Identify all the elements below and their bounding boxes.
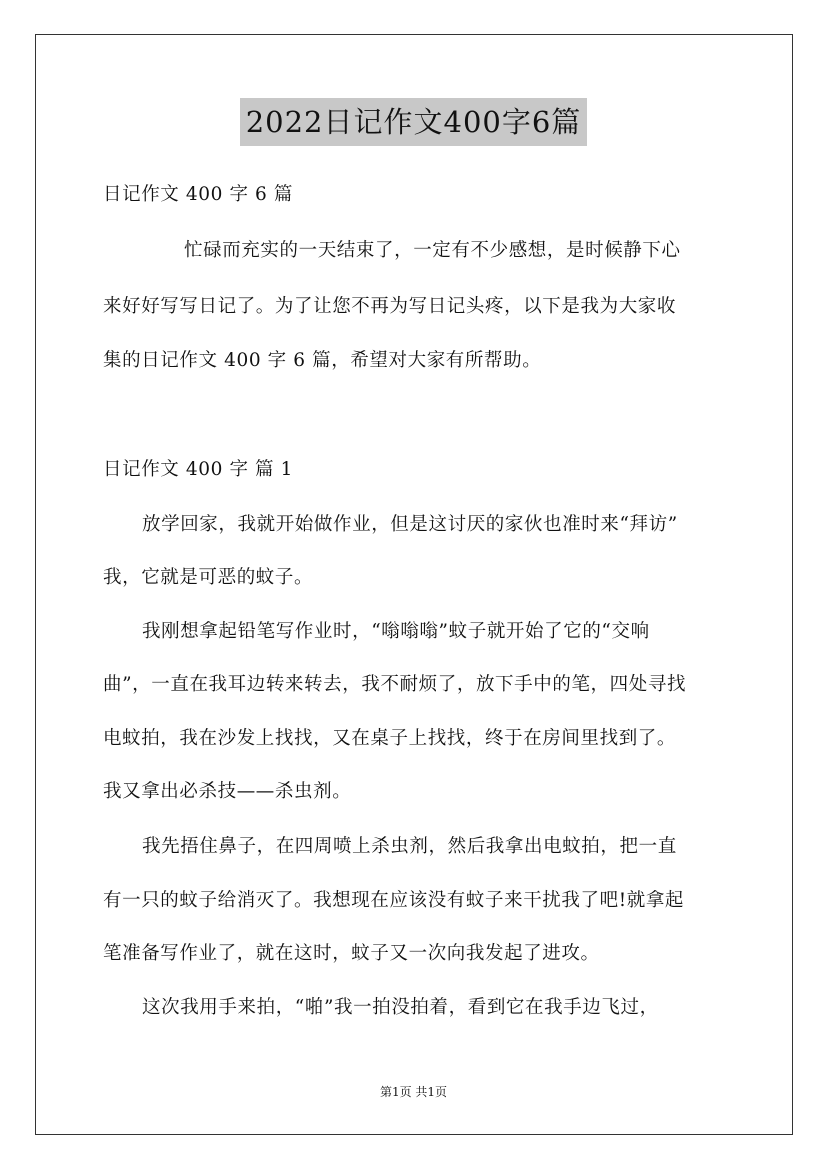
page-footer: 第1页 共1页 <box>379 1085 448 1099</box>
body-line-10: 这次我用手来拍，“啪”我一拍没拍着，看到它在我手边飞过， <box>142 997 659 1018</box>
body-line-6: 我又拿出必杀技——杀虫剂。 <box>103 781 352 802</box>
body-line-2: 我，它就是可恶的蚊子。 <box>103 567 314 588</box>
body-line-5: 电蚊拍，我在沙发上找找，又在桌子上找找，终于在房间里找到了。 <box>103 728 677 749</box>
intro-line-3: 集的日记作文 400 字 6 篇，希望对大家有所帮助。 <box>103 350 542 371</box>
body-line-9: 笔准备写作业了，就在这时，蚊子又一次向我发起了进攻。 <box>103 943 600 964</box>
intro-line-1: 忙碌而充实的一天结束了，一定有不少感想，是时候静下心 <box>184 240 681 261</box>
body-line-3: 我刚想拿起铅笔写作业时，“嗡嗡嗡”蚊子就开始了它的“交响 <box>142 621 650 642</box>
document-subtitle: 日记作文 400 字 6 篇 <box>103 184 294 205</box>
body-line-8: 有一只的蚊子给消灭了。我想现在应该没有蚊子来干扰我了吧!就拿起 <box>103 890 685 911</box>
document-title: 2022日记作文400字6篇 <box>240 98 588 146</box>
intro-line-2: 来好好写写日记了。为了让您不再为写日记头疼，以下是我为大家收 <box>103 296 677 317</box>
body-line-7: 我先捂住鼻子，在四周喷上杀虫剂，然后我拿出电蚊拍，把一直 <box>142 836 677 857</box>
body-line-1: 放学回家，我就开始做作业，但是这讨厌的家伙也准时来“拜访” <box>142 514 678 535</box>
title-container <box>0 98 827 146</box>
section-heading: 日记作文 400 字 篇 1 <box>103 459 294 480</box>
body-line-4: 曲”，一直在我耳边转来转去，我不耐烦了，放下手中的笔，四处寻找 <box>103 674 687 695</box>
